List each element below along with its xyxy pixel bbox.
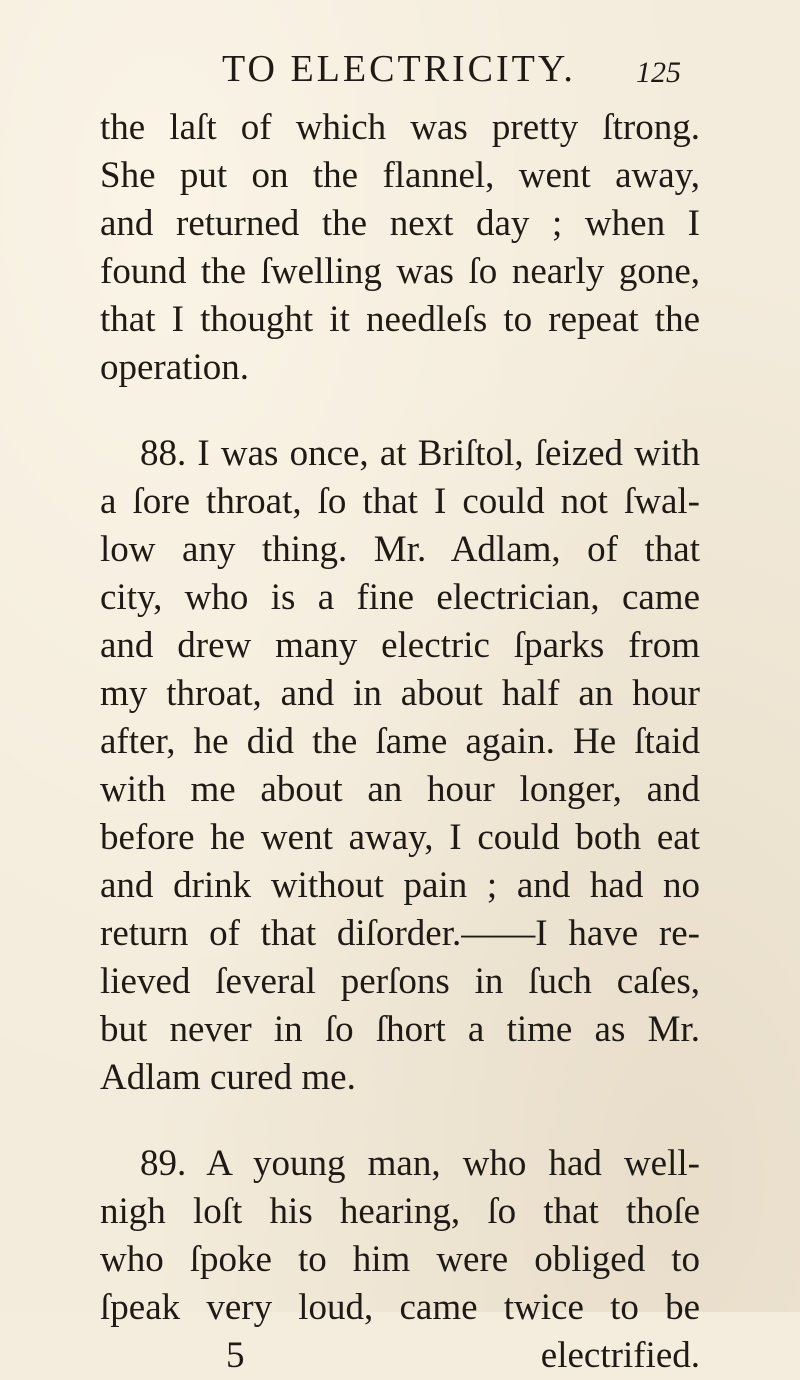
- text-line: low any thing. Mr. Adlam, of that: [100, 529, 700, 570]
- text-line: nigh loſt his hearing, ſo that thoſe: [100, 1191, 700, 1232]
- text-line: and drink without pain ; and had no: [100, 865, 700, 906]
- text-line: city, who is a fine electrician, came: [100, 577, 700, 618]
- paragraph-gap: [100, 392, 700, 430]
- text-line: after, he did the ſame again. He ſtaid: [100, 721, 700, 762]
- text-line: lieved ſeveral perſons in ſuch caſes,: [100, 961, 700, 1002]
- running-head: TO ELECTRICITY.: [222, 48, 576, 90]
- text-line: return of that diſorder.——I have re-: [100, 913, 700, 954]
- text-line: the laſt of which was pretty ſtrong.: [100, 107, 700, 148]
- catchword: electrified.: [540, 1335, 700, 1376]
- text-line: found the ſwelling was ſo nearly gone,: [100, 251, 700, 292]
- text-line: 89. A young man, who had well-: [140, 1143, 700, 1184]
- text-line: operation.: [100, 347, 249, 388]
- text-line: 88. I was once, at Briſtol, ſeized with: [140, 433, 700, 474]
- text-line: before he went away, I could both eat: [100, 817, 700, 858]
- text-line: my throat, and in about half an hour: [100, 673, 700, 714]
- text-line: She put on the flannel, went away,: [100, 155, 700, 196]
- body-text: [100, 104, 700, 1380]
- text-line: that I thought it needleſs to repeat the: [100, 299, 700, 340]
- page-header: [0, 44, 800, 94]
- text-line: who ſpoke to him were obliged to: [100, 1239, 700, 1280]
- text-line: with me about an hour longer, and: [100, 769, 700, 810]
- text-line: Adlam cured me.: [100, 1057, 356, 1098]
- page-number: 125: [636, 56, 681, 89]
- page-footer: [100, 1332, 700, 1380]
- text-line: a ſore throat, ſo that I could not ſwal-: [100, 481, 700, 522]
- text-line: ſpeak very loud, came twice to be: [100, 1287, 700, 1328]
- text-line: and drew many electric ſparks from: [100, 625, 700, 666]
- paragraph-gap: [100, 1102, 700, 1140]
- text-line: but never in ſo ſhort a time as Mr.: [100, 1009, 700, 1050]
- signature-mark: 5: [226, 1335, 245, 1376]
- text-line: and returned the next day ; when I: [100, 203, 700, 244]
